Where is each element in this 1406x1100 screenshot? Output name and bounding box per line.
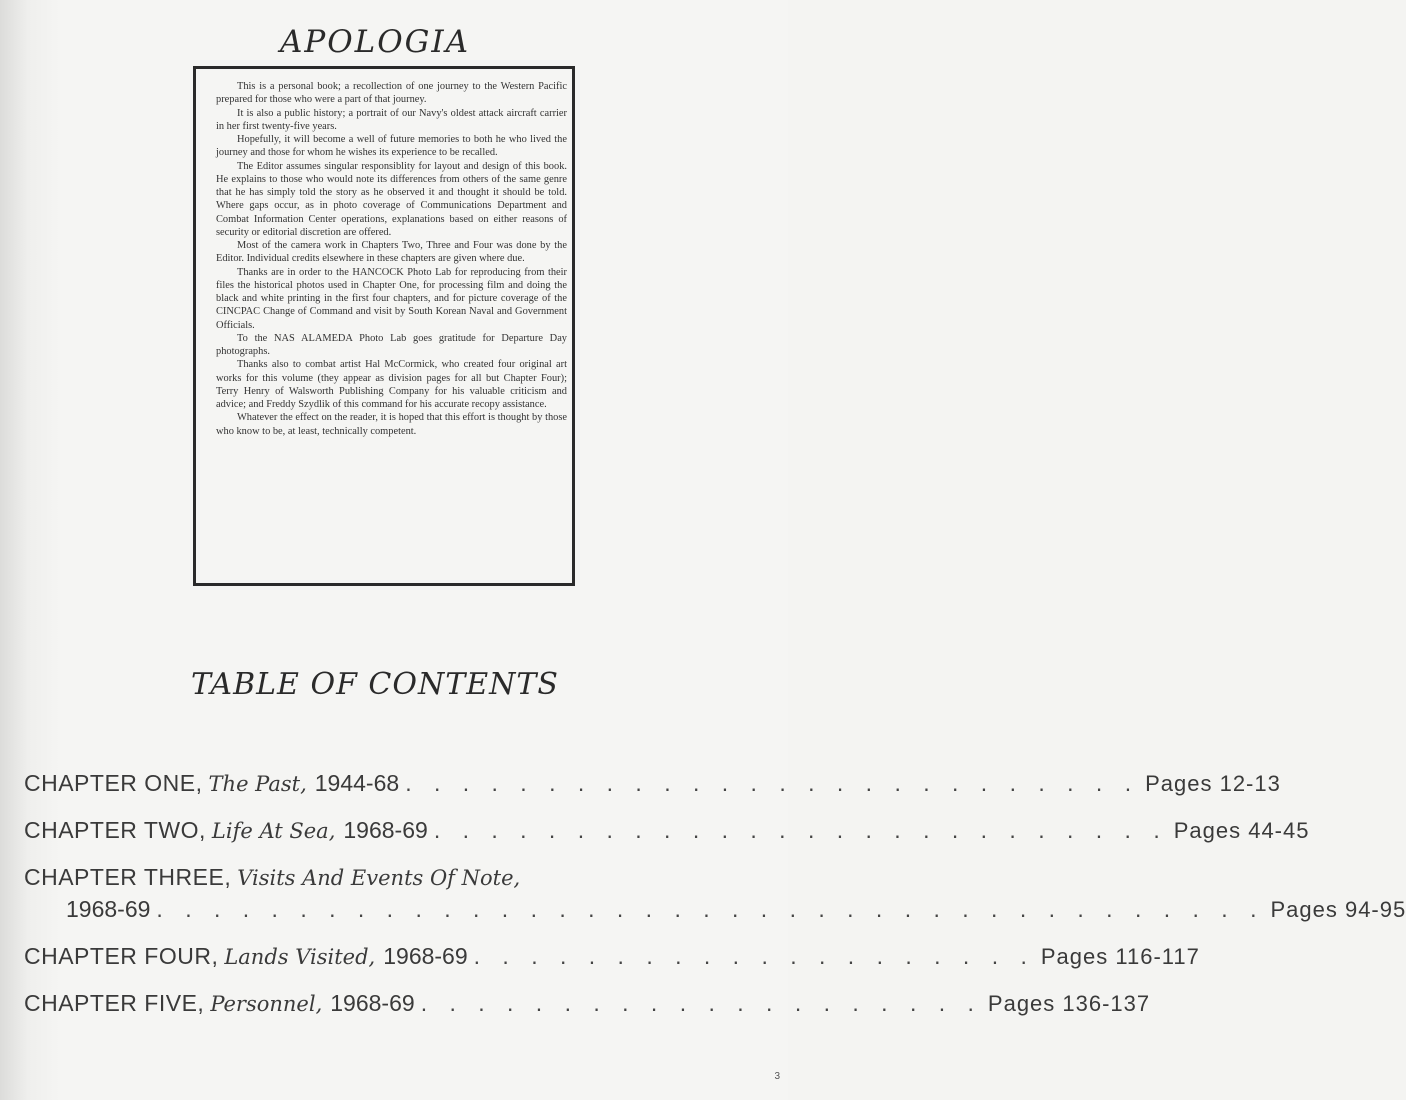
chapter-label: CHAPTER THREE, — [24, 864, 232, 890]
toc-entry-chapter-three — [24, 864, 1406, 928]
chapter-years: 1968-69 — [343, 817, 428, 843]
chapter-label: CHAPTER ONE, — [24, 770, 203, 796]
toc-entry-chapter-two — [24, 817, 1310, 849]
chapter-years: 1968-69 — [383, 943, 468, 969]
apologia-paragraph: Thanks are in order to the HANCOCK Photo Lab for reproducing from their files the historical photos used in Chapter One, for processing film and doing the black and white printing in the first four chapters, and for picture coverage of the CINCPAC Change of Command and visit by South Korean Naval and Government Officials. — [216, 266, 567, 331]
chapter-subtitle: Life At Sea, — [211, 819, 336, 843]
apologia-title: APOLOGIA — [279, 24, 471, 60]
toc-title: TABLE OF CONTENTS — [191, 667, 559, 702]
apologia-paragraph: It is also a public history; a portrait of our Navy's oldest attack aircraft carrier in her first twenty-five years. — [216, 107, 567, 132]
chapter-subtitle: Visits And Events Of Note, — [237, 866, 521, 890]
apologia-paragraph: To the NAS ALAMEDA Photo Lab goes gratitude for Departure Day photographs. — [216, 332, 567, 357]
chapter-years: 1968-69 — [66, 896, 151, 922]
toc-entry-chapter-four — [24, 943, 1200, 975]
leader-dots: . . . . . . . . . . . . . . . . . . . . — [420, 990, 982, 1016]
apologia-paragraph: Hopefully, it will become a well of future memories to both he who lived the journey and those for whom he wishes its experience to be recalled. — [216, 134, 567, 159]
leader-dots: . . . . . . . . . . . . . . . . . . . . . . . . . . — [433, 817, 1168, 843]
chapter-subtitle: Personnel, — [210, 992, 323, 1016]
page-number: 3 — [774, 1071, 780, 1082]
apologia-paragraph: Whatever the effect on the reader, it is hoped that this effort is thought by those who know to be, at least, technically competent. — [216, 412, 567, 437]
toc-list — [24, 770, 1406, 1022]
chapter-pages: Pages 44-45 — [1173, 818, 1310, 843]
toc-entry-chapter-one — [24, 770, 1281, 802]
apologia-paragraph: This is a personal book; a recollection of one journey to the Western Pacific prepared for those who were a part of that journey. — [216, 81, 567, 106]
chapter-pages: Pages 136-137 — [987, 991, 1151, 1016]
chapter-years: 1968-69 — [330, 990, 415, 1016]
chapter-pages: Pages 94-95 — [1270, 897, 1406, 922]
leader-dots: . . . . . . . . . . . . . . . . . . . . . . . . . . . . . . . . . . . . . . . — [156, 896, 1265, 922]
chapter-label: CHAPTER FIVE, — [24, 990, 205, 1016]
apologia-paragraph: The Editor assumes singular responsiblity for layout and design of this book. He explains to those who would note its differences from others of the same genre that he has simply told the story as he observed it and thought it should be told. Where gaps occur, as in photo coverage of Communications Department and Combat Information Center operations, explanations based on either reasons of security or editorial discretion are offered. — [216, 160, 567, 238]
toc-entry-chapter-five — [24, 990, 1151, 1022]
chapter-subtitle: The Past, — [208, 772, 307, 796]
chapter-pages: Pages 12-13 — [1145, 771, 1281, 796]
leader-dots: . . . . . . . . . . . . . . . . . . . . . . . . . . — [405, 770, 1140, 796]
leader-dots: . . . . . . . . . . . . . . . . . . . . — [473, 943, 1035, 969]
apologia-box — [193, 66, 575, 586]
apologia-paragraph: Thanks also to combat artist Hal McCormick, who created four original art works for this volume (they appear as division pages for all but Chapter Four); Terry Henry of Walsworth Publishing Company for his valuable criticism and advice; and Freddy Szydlik of this command for his accurate recopy assistance. — [216, 359, 567, 410]
chapter-subtitle: Lands Visited, — [224, 945, 376, 969]
chapter-label: CHAPTER TWO, — [24, 817, 206, 843]
chapter-label: CHAPTER FOUR, — [24, 943, 219, 969]
chapter-years: 1944-68 — [314, 770, 400, 796]
chapter-pages: Pages 116-117 — [1040, 944, 1200, 969]
apologia-paragraph: Most of the camera work in Chapters Two, Three and Four was done by the Editor. Individual credits elsewhere in these chapters are given where due. — [216, 240, 567, 265]
